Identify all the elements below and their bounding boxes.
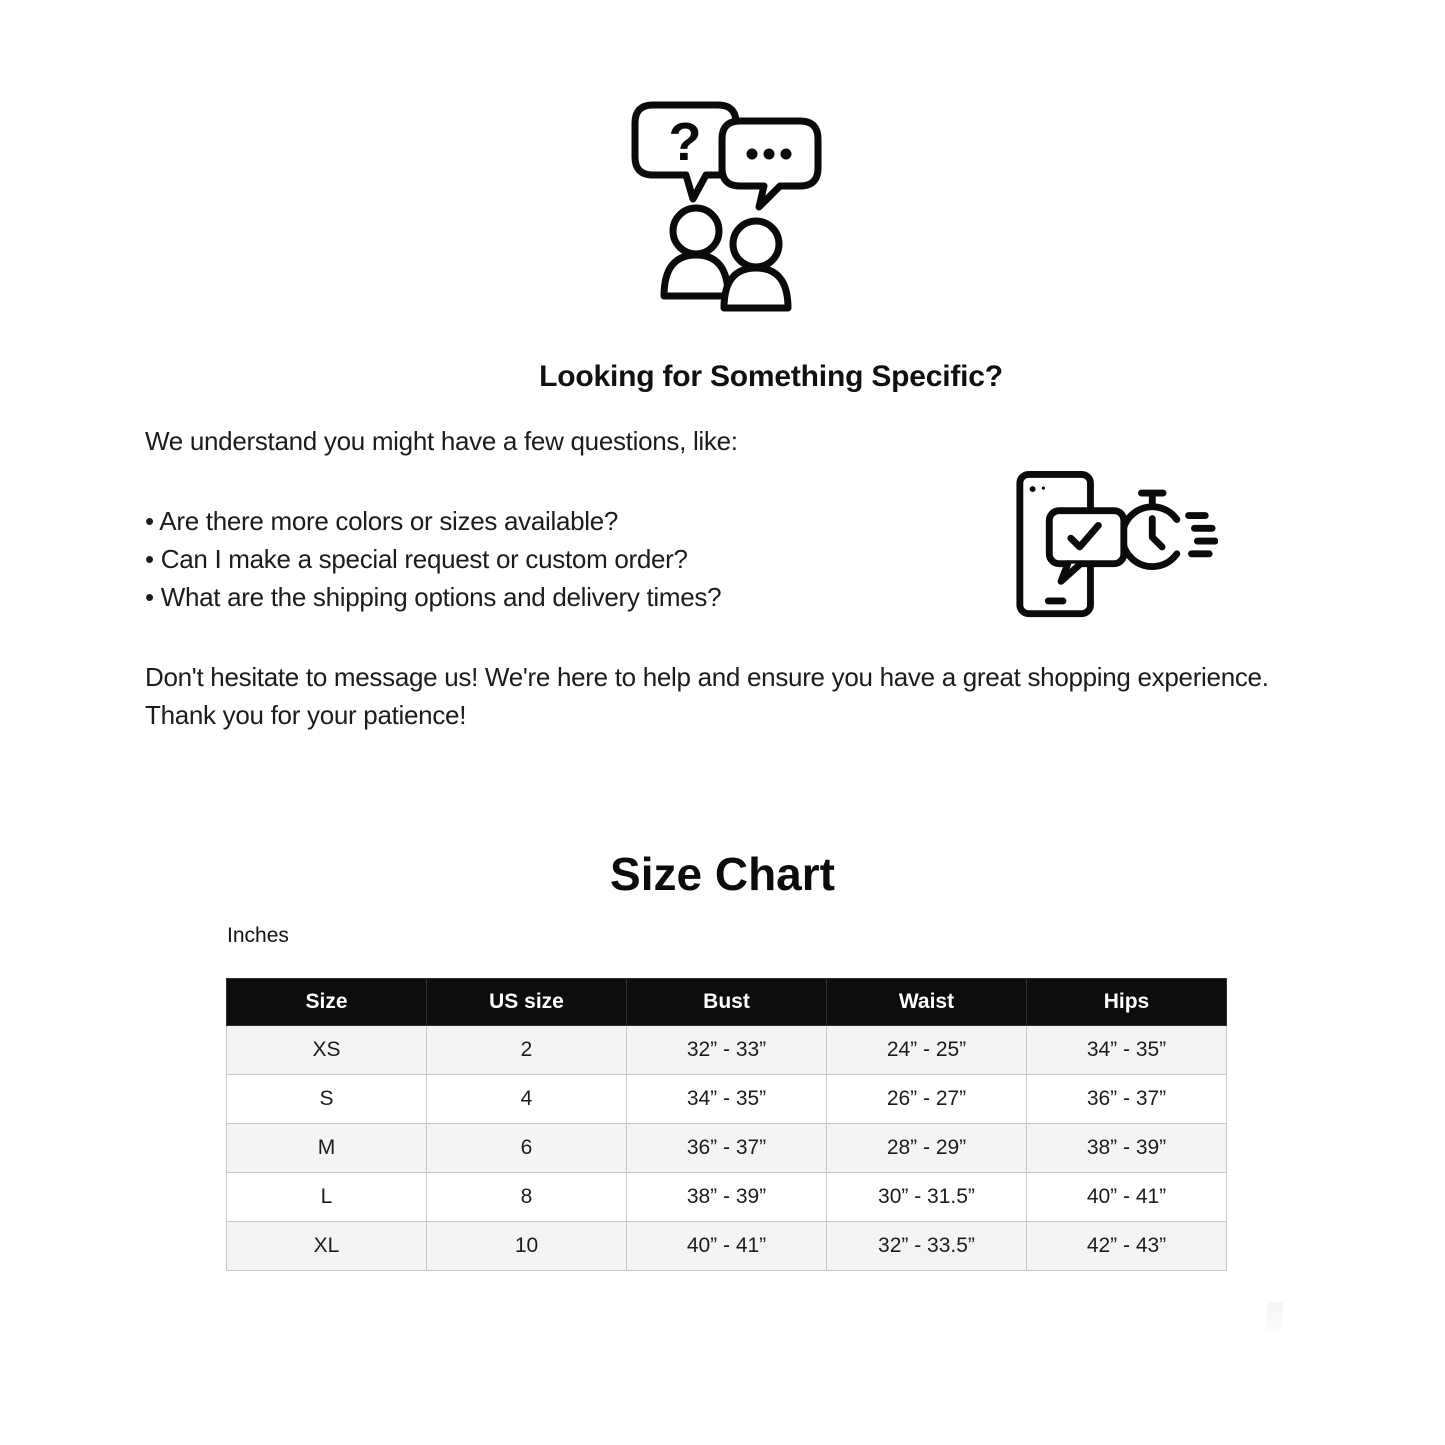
two-people-chat-icon	[628, 100, 822, 312]
col-header-bust: Bust	[627, 979, 827, 1026]
header-row	[227, 979, 1227, 1026]
size-chart-title: Size Chart	[610, 848, 835, 900]
cell-waist: 28” - 29”	[827, 1124, 1027, 1173]
question-mark-glyph: ?	[668, 112, 702, 172]
cell-bust: 38” - 39”	[627, 1173, 827, 1222]
table-header	[227, 979, 1227, 1026]
help-heading: Looking for Something Specific?	[539, 360, 1003, 393]
cell-size: XS	[227, 1026, 427, 1075]
cell-size: S	[227, 1075, 427, 1124]
quick-reply-icon	[1012, 468, 1218, 623]
question-item: • Are there more colors or sizes available?	[145, 506, 619, 536]
col-header-waist: Waist	[827, 979, 1027, 1026]
cell-us-size: 2	[427, 1026, 627, 1075]
table-row-xl	[227, 1222, 1227, 1271]
cell-size: M	[227, 1124, 427, 1173]
cell-bust: 36” - 37”	[627, 1124, 827, 1173]
question-item: • Can I make a special request or custom order?	[145, 544, 688, 574]
cell-bust: 32” - 33”	[627, 1026, 827, 1075]
cell-waist: 24” - 25”	[827, 1026, 1027, 1075]
table-row-s	[227, 1075, 1227, 1124]
question-list	[145, 502, 721, 616]
cell-us-size: 6	[427, 1124, 627, 1173]
closing-text: Don't hesitate to message us! We're here to help and ensure you have a great shopping experience. Thank you for your patience!	[145, 662, 1269, 730]
units-label: Inches	[227, 924, 289, 947]
cell-bust: 34” - 35”	[627, 1075, 827, 1124]
cell-size: L	[227, 1173, 427, 1222]
cell-waist: 32” - 33.5”	[827, 1222, 1027, 1271]
size-chart-table	[226, 978, 1227, 1271]
cell-size: XL	[227, 1222, 427, 1271]
faint-corner-mark	[1264, 1302, 1284, 1334]
col-header-size: Size	[227, 979, 427, 1026]
cell-hips: 40” - 41”	[1027, 1173, 1227, 1222]
col-header-hips: Hips	[1027, 979, 1227, 1026]
intro-text: We understand you might have a few questions, like:	[145, 426, 738, 456]
col-header-us-size: US size	[427, 979, 627, 1026]
cell-hips: 36” - 37”	[1027, 1075, 1227, 1124]
cell-hips: 34” - 35”	[1027, 1026, 1227, 1075]
cell-us-size: 8	[427, 1173, 627, 1222]
table-row-xs	[227, 1026, 1227, 1075]
cell-us-size: 10	[427, 1222, 627, 1271]
cell-waist: 26” - 27”	[827, 1075, 1027, 1124]
cell-hips: 42” - 43”	[1027, 1222, 1227, 1271]
cell-us-size: 4	[427, 1075, 627, 1124]
cell-hips: 38” - 39”	[1027, 1124, 1227, 1173]
question-item: • What are the shipping options and delivery times?	[145, 582, 722, 612]
table-row-l	[227, 1173, 1227, 1222]
cell-waist: 30” - 31.5”	[827, 1173, 1027, 1222]
table-row-m	[227, 1124, 1227, 1173]
cell-bust: 40” - 41”	[627, 1222, 827, 1271]
